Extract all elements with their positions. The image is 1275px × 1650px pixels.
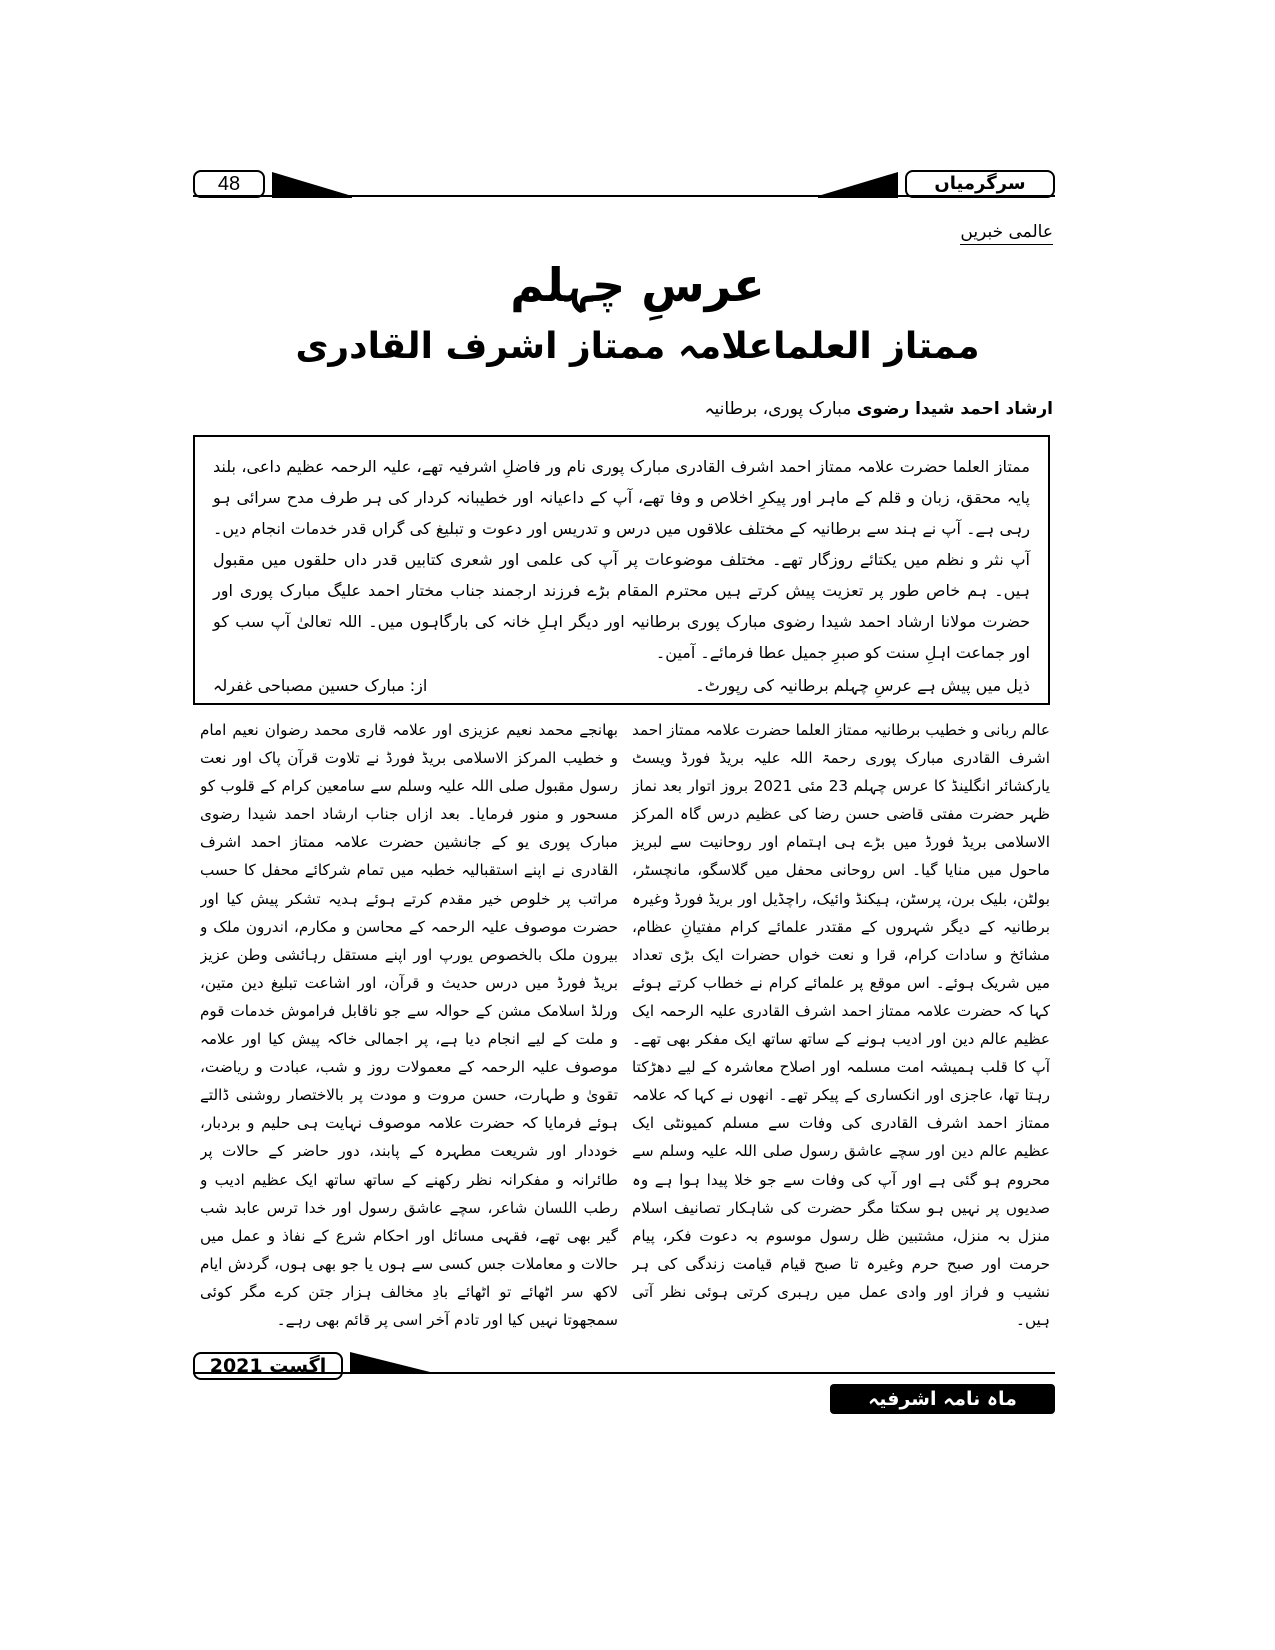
issue-date: اگست 2021 (193, 1352, 343, 1380)
section-label: سرگرمیاں (905, 170, 1055, 198)
column-right (632, 716, 1050, 1344)
intro-text: ممتاز العلما حضرت علامہ ممتاز احمد اشرف القادری مبارک پوری نام ور فاضلِ اشرفیہ تھے، علیہ الرحمہ عظیم داعی، بلند پایہ محقق، زبان و قلم کے ماہر اور پیکرِ اخلاص و وفا تھے، آپ کے داعیانہ اور خطیبانہ کردار کی ہر طرف مدح سرائی ہو رہی ہے۔ آپ نے ہند سے برطانیہ کے مختلف علاقوں میں درس و تدریس اور دعوت و تبلیغ کی گراں قدر خدمات انجام دیں۔ آپ نثر و نظم میں یکتائے روزگار تھے۔ مختلف موضوعات پر آپ کی علمی اور شعری کتابیں قدر داں حلقوں میں مقبول ہیں۔ ہم خاص طور پر تعزیت پیش کرتے ہیں محترم المقام بڑے فرزند ارجمند جناب مختار احمد علیگ مبارک پوری اور حضرت مولانا ارشاد احمد شیدا رضوی مبارک پوری برطانیہ اور دیگر اہلِ خانہ کی بارگاہوں میں۔ اللہ تعالیٰ آپ سب کو اور جماعت اہلِ سنت کو صبرِ جمیل عطا فرمائے۔ آمین۔ (213, 457, 1030, 662)
intro-footer (213, 670, 1030, 701)
byline-name: ارشاد احمد شیدا رضوی (856, 399, 1053, 419)
header-right-wedge (818, 172, 898, 198)
header-left-wedge (272, 172, 352, 198)
article-title: عرسِ چہلم (510, 258, 765, 312)
paragraph (632, 1340, 1050, 1344)
magazine-name: ماہ نامہ اشرفیہ (830, 1384, 1055, 1414)
intro-footer-note: ذیل میں پیش ہے عرسِ چہلم برطانیہ کی رپورٹ۔ (695, 676, 1030, 695)
footer-wedge (350, 1352, 430, 1374)
paragraph (200, 1340, 618, 1344)
byline (705, 398, 1053, 419)
intro-footer-author: از: مبارک حسین مصباحی غفرلہ (213, 676, 428, 695)
paragraph: بھانجے محمد نعیم عزیزی اور علامہ قاری محمد رضوان نعیم امام و خطیب المرکز الاسلامی بریڈ فورڈ نے تلاوت قرآن پاک اور نعت رسول مقبول صلی اللہ علیہ وسلم سے سامعین کرام کے قلوب کو مسحور و منور فرمایا۔ بعد ازاں جناب ارشاد احمد شیدا رضوی مبارک پوری یو کے جانشین حضرت علامہ ممتاز احمد اشرف القادری نے اپنے استقبالیہ خطبہ میں تمام شرکائے محفل کا حسب مراتب پر خلوص خیر مقدم کرتے ہوئے ہدیہ تشکر پیش کیا اور حضرت موصوف علیہ الرحمہ کے محاسن و مکارم، اندرون ملک و بیرون ملک بالخصوص یورپ اور اپنے مستقل رہائشی وطن عزیز بریڈ فورڈ میں درس حدیث و قرآن، اور اشاعت تبلیغ دین متین، ورلڈ اسلامک مشن کے حوالہ سے جو ناقابل فراموش خدمات قوم و ملت کے لیے انجام دیا ہے، پر اجمالی خاکہ پیش کیا اور علامہ موصوف علیہ الرحمہ کے معمولات روز و شب، عبادت و ریاضت، تقویٰ و طہارت، حسن مروت و مودت پر بالاختصار روشنی ڈالتے ہوئے فرمایا کہ حضرت علامہ موصوف نہایت ہی حلیم و بردبار، خوددار اور شریعت مطہرہ کے پابند، دور حاضر کے حالات پر طائرانہ و مفکرانہ نظر رکھنے کے ساتھ ساتھ ایک عظیم ادیب و رطب اللسان شاعر، سچے عاشق رسول اور خدا ترس عابد شب گیر بھی تھے، فقہی مسائل اور احکام شرع کے نفاذ و عمل میں حالات و معاملات جس کسی سے ہوں یا جو بھی ہوں، گردش ایام لاکھ سر اٹھائے تو اٹھائے بادِ مخالف ہزار جتن کرے مگر کوئی سمجھوتا نہیں کیا اور تادم آخر اسی پر قائم بھی رہے۔ (200, 721, 618, 1329)
paragraph: عالم ربانی و خطیب برطانیہ ممتاز العلما حضرت علامہ ممتاز احمد اشرف القادری مبارک پوری رحمۃ اللہ علیہ بریڈ فورڈ ویسٹ یارکشائر انگلینڈ کا عرس چہلم 23 مئی 2021 بروز اتوار بعد نماز ظہر حضرت مفتی قاضی حسن رضا کی عظیم درس گاہ المرکز الاسلامی بریڈ فورڈ میں بڑے ہی اہتمام اور روحانیت سے لبریز ماحول میں منایا گیا۔ اس روحانی محفل میں گلاسگو، مانچسٹر، بولٹن، بلیک برن، پرسٹن، ہیکنڈ وائیک، راچڈیل اور بریڈ فورڈ وغیرہ برطانیہ کے دیگر شہروں کے مقتدر علمائے کرام مفتیانِ عظام، مشائخ و سادات کرام، قرا و نعت خواں حضرات ایک بڑی تعداد میں شریک ہوئے۔ اس موقع پر علمائے کرام نے خطاب کرتے ہوئے کہا کہ حضرت علامہ ممتاز احمد اشرف القادری علیہ الرحمہ ایک عظیم عالم دین اور ادیب ہونے کے ساتھ ساتھ ایک مفکر بھی تھے۔ آپ کا قلب ہمیشہ امت مسلمہ اور اصلاح معاشرہ کے لیے دھڑکتا رہتا تھا، عاجزی اور انکساری کے پیکر تھے۔ انھوں نے کہا کہ علامہ ممتاز احمد اشرف القادری کی وفات سے مسلم کمیونٹی ایک عظیم عالم دین اور سچے عاشق رسول صلی اللہ علیہ وسلم سے محروم ہو گئی ہے اور آپ کی وفات سے جو خلا پیدا ہوا ہے وہ صدیوں پر نہیں ہو سکتا مگر حضرت کی شاہکار تصانیف اسلام منزل بہ منزل، مشتبین ظل رسول موسوم بہ دعوت فکر، پیام حرمت اور صبح حرم وغیرہ تا صبح قیام قیامت زندگی کی ہر نشیب و فراز اور وادی عمل میں رہبری کرتی ہوئی نظر آتی ہیں۔ (632, 721, 1050, 1329)
page-number: 48 (193, 170, 265, 198)
category-label: عالمی خبریں (960, 222, 1053, 245)
article-subtitle: ممتاز العلماعلامہ ممتاز اشرف القادری (295, 326, 980, 367)
byline-place: مبارک پوری، برطانیہ (704, 399, 852, 419)
intro-box (193, 435, 1050, 705)
column-left (200, 716, 618, 1344)
